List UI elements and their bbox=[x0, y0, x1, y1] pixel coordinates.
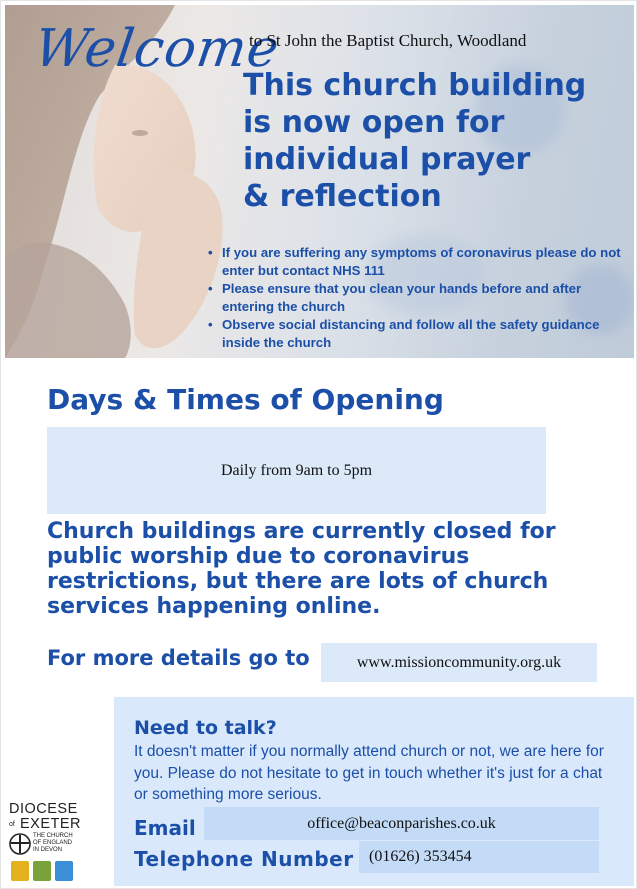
welcome-script: Welcome bbox=[30, 19, 284, 79]
talk-title: Need to talk? bbox=[134, 717, 277, 739]
diocese-of: of bbox=[9, 821, 15, 828]
church-cross-icon bbox=[9, 833, 31, 855]
phone-box[interactable] bbox=[359, 841, 599, 873]
opening-times: Daily from 9am to 5pm bbox=[220, 461, 373, 479]
opening-times-box bbox=[47, 427, 546, 514]
diocese-line2: EXETER bbox=[20, 816, 82, 832]
headline-line: individual prayer bbox=[243, 142, 531, 177]
bullet-item: • If you are suffering any symptoms of coronavirus please do not enter but contact NHS 111 bbox=[207, 244, 627, 280]
diocese-sub-line: IN DEVON bbox=[33, 847, 63, 853]
hero-banner bbox=[5, 5, 634, 358]
more-details-label: For more details go to bbox=[47, 646, 310, 670]
diocese-sub-line: THE CHURCH bbox=[33, 833, 73, 839]
phone-number[interactable]: (01626) 353454 bbox=[369, 848, 472, 865]
email-label: Email bbox=[134, 816, 196, 840]
diocese-tiles bbox=[11, 861, 73, 881]
email-address[interactable]: office@beaconparishes.co.uk bbox=[307, 814, 496, 832]
closed-notice: Church buildings are currently closed for public worship due to coronavirus restrictions, but there are lots of church services happening online. bbox=[47, 519, 556, 619]
talk-text: It doesn't matter if you normally attend church or not, we are here for you. Please do not hesitate to get in touch whether it's just for a chat or something more serious. bbox=[134, 743, 604, 803]
phone-label: Telephone Number bbox=[134, 847, 354, 871]
church-name: to St John the Baptist Church, Woodland bbox=[249, 31, 527, 50]
bullet-item: • Please ensure that you clean your hands before and after entering the church bbox=[207, 280, 627, 316]
website-link[interactable]: www.missioncommunity.org.uk bbox=[356, 653, 562, 671]
headline-line: This church building bbox=[243, 68, 587, 103]
bullet-item: • Observe social distancing and follow all the safety guidance inside the church bbox=[207, 316, 627, 352]
opening-title: Days & Times of Opening bbox=[47, 383, 444, 416]
diocese-line1: DIOCESE bbox=[9, 801, 78, 817]
tile-icon bbox=[33, 861, 51, 881]
headline-line: is now open for bbox=[243, 105, 505, 140]
diocese-sub-line: OF ENGLAND bbox=[33, 840, 73, 846]
website-link-box[interactable] bbox=[321, 643, 597, 682]
headline-line: & reflection bbox=[243, 179, 442, 214]
need-to-talk-panel bbox=[114, 697, 634, 886]
headline bbox=[243, 67, 623, 215]
tile-icon bbox=[55, 861, 73, 881]
tile-icon bbox=[11, 861, 29, 881]
email-box[interactable] bbox=[204, 807, 599, 840]
safety-bullets bbox=[207, 244, 627, 352]
diocese-logo bbox=[9, 801, 89, 883]
diocese-subtitle bbox=[33, 833, 93, 854]
